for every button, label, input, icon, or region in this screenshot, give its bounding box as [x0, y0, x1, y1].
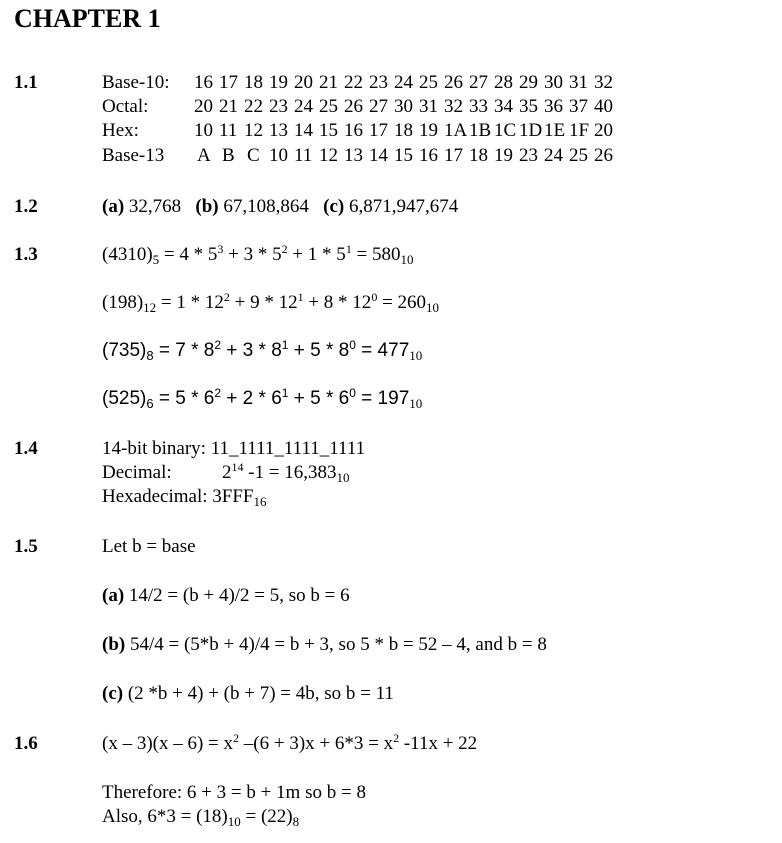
part-b-label: (b): [195, 196, 219, 217]
table-cell: 30: [544, 72, 563, 93]
table-cell: 1F: [569, 120, 590, 141]
table-cell: 1E: [544, 120, 566, 141]
table-cell: 13: [344, 145, 363, 166]
table-cell: 11: [294, 145, 313, 166]
table-cell: 25: [569, 145, 588, 166]
table-cell: 20: [194, 96, 213, 117]
table-cell: 32: [444, 96, 463, 117]
table-cell: 26: [344, 96, 363, 117]
table-cell: A: [197, 145, 211, 166]
table-row-label: Base-13: [102, 145, 165, 166]
answer-1-2: [102, 196, 458, 218]
table-cell: 29: [519, 72, 538, 93]
problem-number-1-6: 1.6: [14, 733, 38, 754]
part-b-value: 67,108,864: [223, 196, 309, 217]
table-cell: 10: [269, 145, 288, 166]
answer-1-5-b: (b) 54/4 = (5*b + 4)/4 = b + 3, so 5 * b = 52 – 4, and b = 8: [102, 634, 547, 655]
table-cell: 11: [219, 120, 238, 141]
table-cell: 35: [519, 96, 538, 117]
table-cell: 24: [544, 145, 563, 166]
table-cell: 22: [344, 72, 363, 93]
equation-1-3-line-1: $(4310)_5 = 4 * 5^3 + 3 * 5^2 + 1 * 5^1 = 580_{10}$: [102, 242, 414, 267]
table-cell: 19: [494, 145, 513, 166]
part-c-label: (c): [323, 196, 345, 217]
table-cell: 1A: [444, 120, 468, 141]
table-cell: 23: [269, 96, 288, 117]
table-cell: 1C: [494, 120, 517, 141]
table-cell: 37: [569, 96, 588, 117]
answer-1-5-a: (a) 14/2 = (b + 4)/2 = 5, so b = 6: [102, 585, 350, 606]
part-a-label: (a): [102, 196, 125, 217]
problem-number-1-1: 1.1: [14, 72, 38, 93]
table-cell: 23: [369, 72, 388, 93]
table-cell: 13: [269, 120, 288, 141]
table-cell: 16: [344, 120, 363, 141]
table-cell: 21: [319, 72, 338, 93]
table-cell: 16: [194, 72, 213, 93]
also-line: Also, $6*3 = (18)_{10} = (22)_8$: [102, 806, 300, 829]
binary-line: 14-bit binary: 11_1111_1111_1111: [102, 438, 366, 459]
table-cell: 40: [594, 96, 613, 117]
table-cell: 21: [219, 96, 238, 117]
table-cell: 32: [594, 72, 613, 93]
table-cell: 22: [244, 96, 263, 117]
intro-line: Let b = base: [102, 536, 196, 557]
table-cell: 24: [294, 96, 313, 117]
problem-number-1-5: 1.5: [14, 536, 38, 557]
table-cell: 15: [394, 145, 413, 166]
equation-1-6: $(x - 3)(x - 6) = x^2$ $-(6 + 3)x + 6*3 = x^2$ -11x + 22: [102, 731, 478, 754]
table-cell: 28: [494, 72, 513, 93]
table-cell: 20: [294, 72, 313, 93]
part-a-value: 32,768: [128, 196, 182, 217]
part-c-value: 6,871,947,674: [348, 196, 459, 217]
table-cell: B: [222, 145, 235, 166]
table-cell: 36: [544, 96, 563, 117]
hexadecimal-line: Hexadecimal: $3FFF_{16}$: [102, 486, 267, 509]
therefore-line: Therefore: 6 + 3 = b + 1m so b = 8: [102, 782, 366, 803]
table-cell: 1B: [469, 120, 492, 141]
table-cell: 14: [294, 120, 313, 141]
table-cell: 27: [469, 72, 488, 93]
decimal-line: Decimal: $2^{14}$ $-1 = 16,383_{10}$: [102, 460, 350, 485]
table-cell: 19: [419, 120, 438, 141]
table-cell: 26: [444, 72, 463, 93]
table-cell: 31: [419, 96, 438, 117]
table-cell: 16: [419, 145, 438, 166]
table-cell: 10: [194, 120, 213, 141]
chapter-title: CHAPTER 1: [14, 4, 161, 33]
table-row-label: Octal:: [102, 96, 149, 117]
equation-1-3-line-4: $(525)_6 = 5 * 6^2 + 2 * 6^1 + 5 * 6^0 = 197_{10}$: [102, 386, 423, 411]
equation-1-3-line-3: $(735)_8 = 7 * 8^2 + 3 * 8^1 + 5 * 8^0 = 477_{10}$: [102, 338, 423, 363]
table-cell: 19: [269, 72, 288, 93]
table-cell: 17: [219, 72, 238, 93]
problem-number-1-3: 1.3: [14, 244, 38, 265]
answer-1-5-c: (c) (2 *b + 4) + (b + 7) = 4b, so b = 11: [102, 683, 394, 704]
table-cell: 30: [394, 96, 413, 117]
table-cell: 23: [519, 145, 538, 166]
table-cell: 34: [494, 96, 513, 117]
table-cell: 12: [319, 145, 338, 166]
equation-1-3-line-2: $(198)_{12} = 1 * 12^2 + 9 * 12^1 + 8 * 12^0 = 260_{10}$: [102, 290, 440, 315]
table-cell: 27: [369, 96, 388, 117]
problem-number-1-2: 1.2: [14, 196, 38, 217]
table-cell: 18: [244, 72, 263, 93]
table-cell: 17: [369, 120, 388, 141]
table-cell: 15: [319, 120, 338, 141]
table-cell: 26: [594, 145, 613, 166]
table-cell: 18: [469, 145, 488, 166]
table-row-label: Base-10:: [102, 72, 170, 93]
table-cell: 20: [594, 120, 613, 141]
table-row-label: Hex:: [102, 120, 139, 141]
table-cell: 1D: [519, 120, 543, 141]
table-cell: C: [247, 145, 260, 166]
table-cell: 25: [319, 96, 338, 117]
table-cell: 33: [469, 96, 488, 117]
table-cell: 31: [569, 72, 588, 93]
table-cell: 14: [369, 145, 388, 166]
table-cell: 24: [394, 72, 413, 93]
table-cell: 25: [419, 72, 438, 93]
table-cell: 18: [394, 120, 413, 141]
problem-number-1-4: 1.4: [14, 438, 38, 459]
table-cell: 17: [444, 145, 463, 166]
table-cell: 12: [244, 120, 263, 141]
